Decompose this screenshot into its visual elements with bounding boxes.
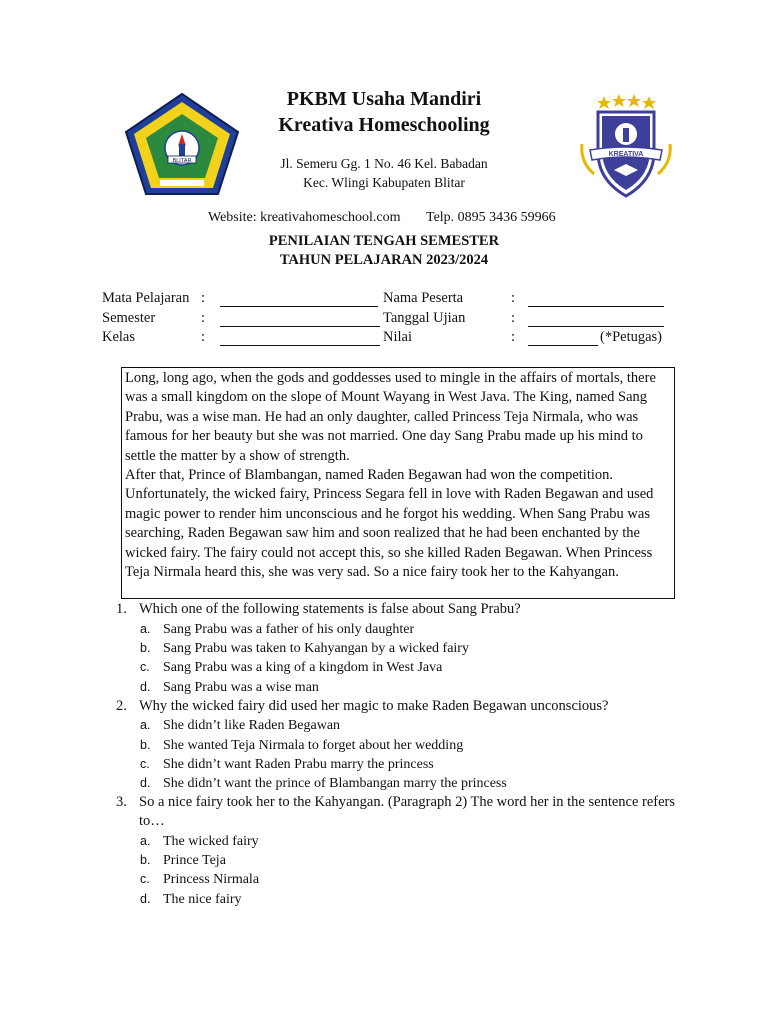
option-letter: c. xyxy=(140,872,150,886)
option-letter: b. xyxy=(140,738,151,752)
score-label: Nilai xyxy=(383,329,412,345)
question-text: So a nice fairy took her to the Kahyangan. (Paragraph 2) The word her in the sentence refers to… xyxy=(139,794,676,829)
phone: Telp. 0895 3436 59966 xyxy=(426,210,556,225)
question-number: 3. xyxy=(116,794,127,810)
option-text: She didn’t like Raden Begawan xyxy=(163,718,341,733)
website: Website: kreativahomeschool.com xyxy=(208,210,401,225)
question-number: 2. xyxy=(116,698,127,714)
name-label: Nama Peserta xyxy=(383,290,464,306)
option-letter: a. xyxy=(140,834,151,848)
option-letter: a. xyxy=(140,622,151,636)
subject-colon: : xyxy=(201,290,206,306)
option-text: Sang Prabu was taken to Kahyangan by a wicked fairy xyxy=(163,641,469,656)
passage-paragraph-1: Long, long ago, when the gods and goddesses used to mingle in the affairs of mortals, there was a small kingdom on the slope of Mount Wayang in West Java. The King, named Sang Prabu, was a wise man. He had an only daughter, called Princess Teja Nirmala, who was famous for her beauty but she was not married. One day Sang Prabu made up his mind to settle the matter by a show of strength. xyxy=(125,370,656,464)
option-letter: d. xyxy=(140,680,151,694)
class-label: Kelas xyxy=(102,329,136,345)
class-blank[interactable] xyxy=(220,331,380,346)
address-line-1: Jl. Semeru Gg. 1 No. 46 Kel. Babadan xyxy=(280,156,488,171)
option-text: Prince Teja xyxy=(163,853,226,868)
option-letter: c. xyxy=(140,757,150,771)
option-text: She didn’t want the prince of Blambangan marry the princess xyxy=(163,776,507,791)
option-letter: b. xyxy=(140,641,151,655)
question-number: 1. xyxy=(116,601,127,617)
option-letter: d. xyxy=(140,776,151,790)
exam-title-line-1: PENILAIAN TENGAH SEMESTER xyxy=(268,233,500,249)
school-name: PKBM Usaha Mandiri xyxy=(286,88,482,110)
question-1 xyxy=(0,600,768,700)
exam-title-line-2: TAHUN PELAJARAN 2023/2024 xyxy=(279,252,489,268)
address-line-2: Kec. Wlingi Kabupaten Blitar xyxy=(303,175,465,190)
passage-paragraph-2: After that, Prince of Blambangan, named Raden Begawan had won the competition. Unfortunately, the wicked fairy, Princess Segara fell in love with Raden Begawan and used magic power to render him unconscious and he forgot his wedding. When Sang Prabu was searching, Raden Begawan saw him and soon realized that he had been enchanted by the wicked fairy. The fairy could not accept this, so she killed Raden Begawan. When Princess Teja Nirmala heard this, she was very sad. So a nice fairy took her to the Kahyangan. xyxy=(125,467,654,581)
score-colon: : xyxy=(511,329,516,345)
class-colon: : xyxy=(201,329,206,345)
score-blank[interactable] xyxy=(528,331,598,346)
semester-label: Semester xyxy=(102,310,156,326)
option-text: Princess Nirmala xyxy=(163,872,260,887)
option-text: Sang Prabu was a wise man xyxy=(163,680,319,695)
date-colon: : xyxy=(511,310,516,326)
semester-blank[interactable] xyxy=(220,312,380,327)
option-letter: d. xyxy=(140,892,151,906)
option-text: Sang Prabu was a king of a kingdom in West Java xyxy=(163,660,443,675)
score-note: (*Petugas) xyxy=(600,329,663,345)
option-text: She wanted Teja Nirmala to forget about her wedding xyxy=(163,738,464,753)
semester-colon: : xyxy=(201,310,206,326)
question-3 xyxy=(0,793,768,913)
question-2 xyxy=(0,697,768,797)
name-blank[interactable] xyxy=(528,292,664,307)
option-text: Sang Prabu was a father of his only daughter xyxy=(163,622,415,637)
option-text: The wicked fairy xyxy=(163,834,259,849)
program-name: Kreativa Homeschooling xyxy=(278,114,490,136)
question-text: Why the wicked fairy did used her magic to make Raden Begawan unconscious? xyxy=(139,698,609,714)
name-colon: : xyxy=(511,290,516,306)
option-letter: a. xyxy=(140,718,151,732)
shield-text: KREATIVA xyxy=(608,151,644,158)
option-letter: b. xyxy=(140,853,151,867)
option-text: She didn’t want Raden Prabu marry the princess xyxy=(163,757,434,772)
subject-label: Mata Pelajaran xyxy=(102,290,190,306)
subject-blank[interactable] xyxy=(220,292,378,307)
date-blank[interactable] xyxy=(528,312,664,327)
kreativa-shield-logo xyxy=(576,92,676,200)
crest-text: BLITAR xyxy=(172,158,192,164)
reading-passage xyxy=(121,367,675,599)
question-text: Which one of the following statements is false about Sang Prabu? xyxy=(139,601,521,617)
date-label: Tanggal Ujian xyxy=(383,310,466,326)
option-text: The nice fairy xyxy=(163,892,242,907)
option-letter: c. xyxy=(140,660,150,674)
